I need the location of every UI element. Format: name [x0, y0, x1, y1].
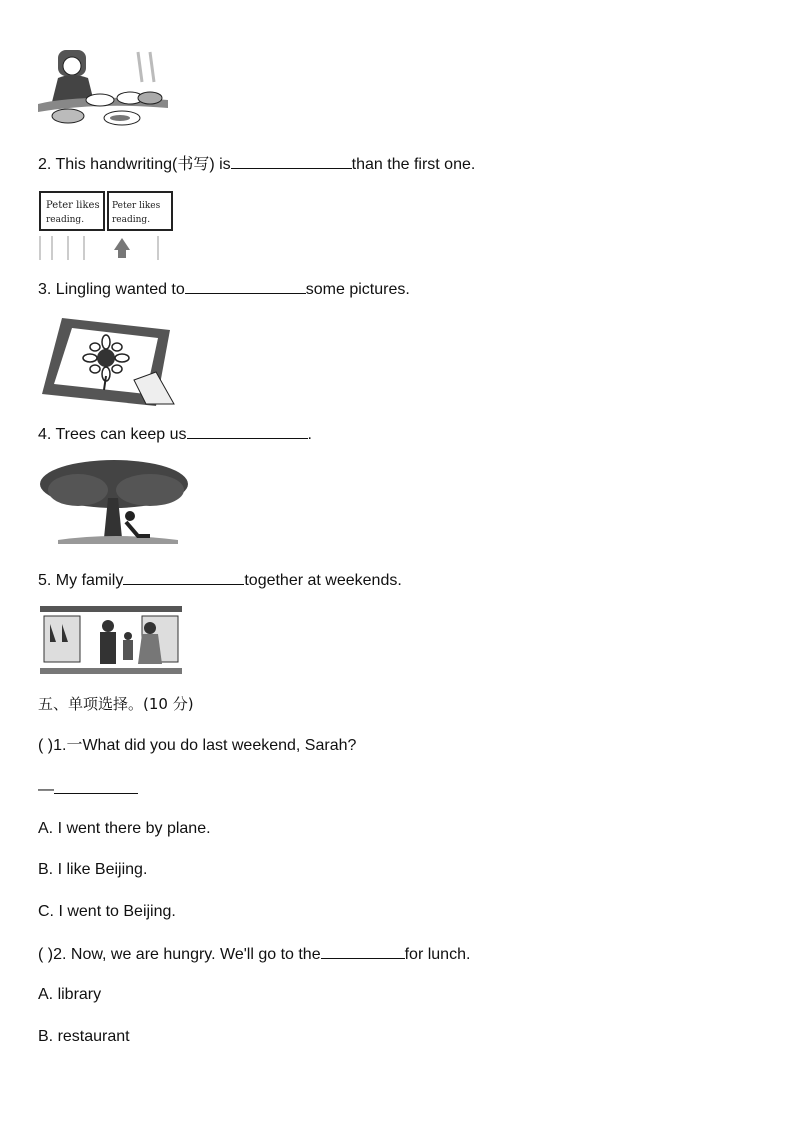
- mc-question-1-answer: [38, 778, 138, 800]
- question-3: [38, 278, 410, 300]
- card2-line2: reading.: [112, 215, 151, 225]
- mc1-option-c[interactable]: C. I went to Beijing.: [38, 903, 176, 920]
- answer-dash: —: [38, 781, 54, 798]
- section-5-title: 五、单项选择。(10 分): [38, 695, 194, 713]
- card1-line2: reading.: [46, 215, 85, 225]
- answer-blank[interactable]: [321, 943, 405, 959]
- question-3-prefix: 3. Lingling wanted to: [38, 281, 185, 298]
- answer-blank[interactable]: [123, 569, 244, 585]
- mc-question-2: [38, 943, 470, 965]
- picture-handwriting-cards: [38, 186, 174, 262]
- answer-blank[interactable]: [185, 278, 306, 294]
- card2-line1: Peter likes: [112, 201, 161, 211]
- card1-line1: Peter likes: [46, 200, 100, 211]
- question-4: [38, 423, 312, 445]
- mc1-option-b[interactable]: B. I like Beijing.: [38, 861, 148, 878]
- picture-drawing-flower: [38, 314, 178, 408]
- mc2-option-b[interactable]: B. restaurant: [38, 1028, 130, 1045]
- mc1-option-a[interactable]: A. I went there by plane.: [38, 820, 211, 837]
- answer-blank[interactable]: [231, 153, 352, 169]
- mc-question-2-prefix: ( )2. Now, we are hungry. We'll go to the: [38, 946, 321, 963]
- question-5: [38, 569, 402, 591]
- question-5-suffix: together at weekends.: [244, 572, 402, 589]
- question-2-prefix: 2. This handwriting(书写) is: [38, 156, 231, 173]
- question-4-prefix: 4. Trees can keep us: [38, 426, 187, 443]
- picture-boy-eating: [38, 42, 170, 134]
- question-5-prefix: 5. My family: [38, 572, 124, 589]
- question-4-suffix: .: [307, 426, 312, 443]
- question-2-suffix: than the first one.: [351, 156, 476, 173]
- question-3-suffix: some pictures.: [305, 281, 410, 298]
- picture-tree-shade: [38, 458, 190, 548]
- question-2: [38, 153, 475, 175]
- mc2-option-a[interactable]: A. library: [38, 986, 102, 1003]
- picture-family-shopping: [38, 602, 184, 680]
- mc-question-1: ( )1.一What did you do last weekend, Sarah?: [38, 737, 357, 754]
- answer-blank[interactable]: [187, 423, 308, 439]
- mc-question-2-suffix: for lunch.: [404, 946, 471, 963]
- answer-blank[interactable]: [54, 778, 138, 794]
